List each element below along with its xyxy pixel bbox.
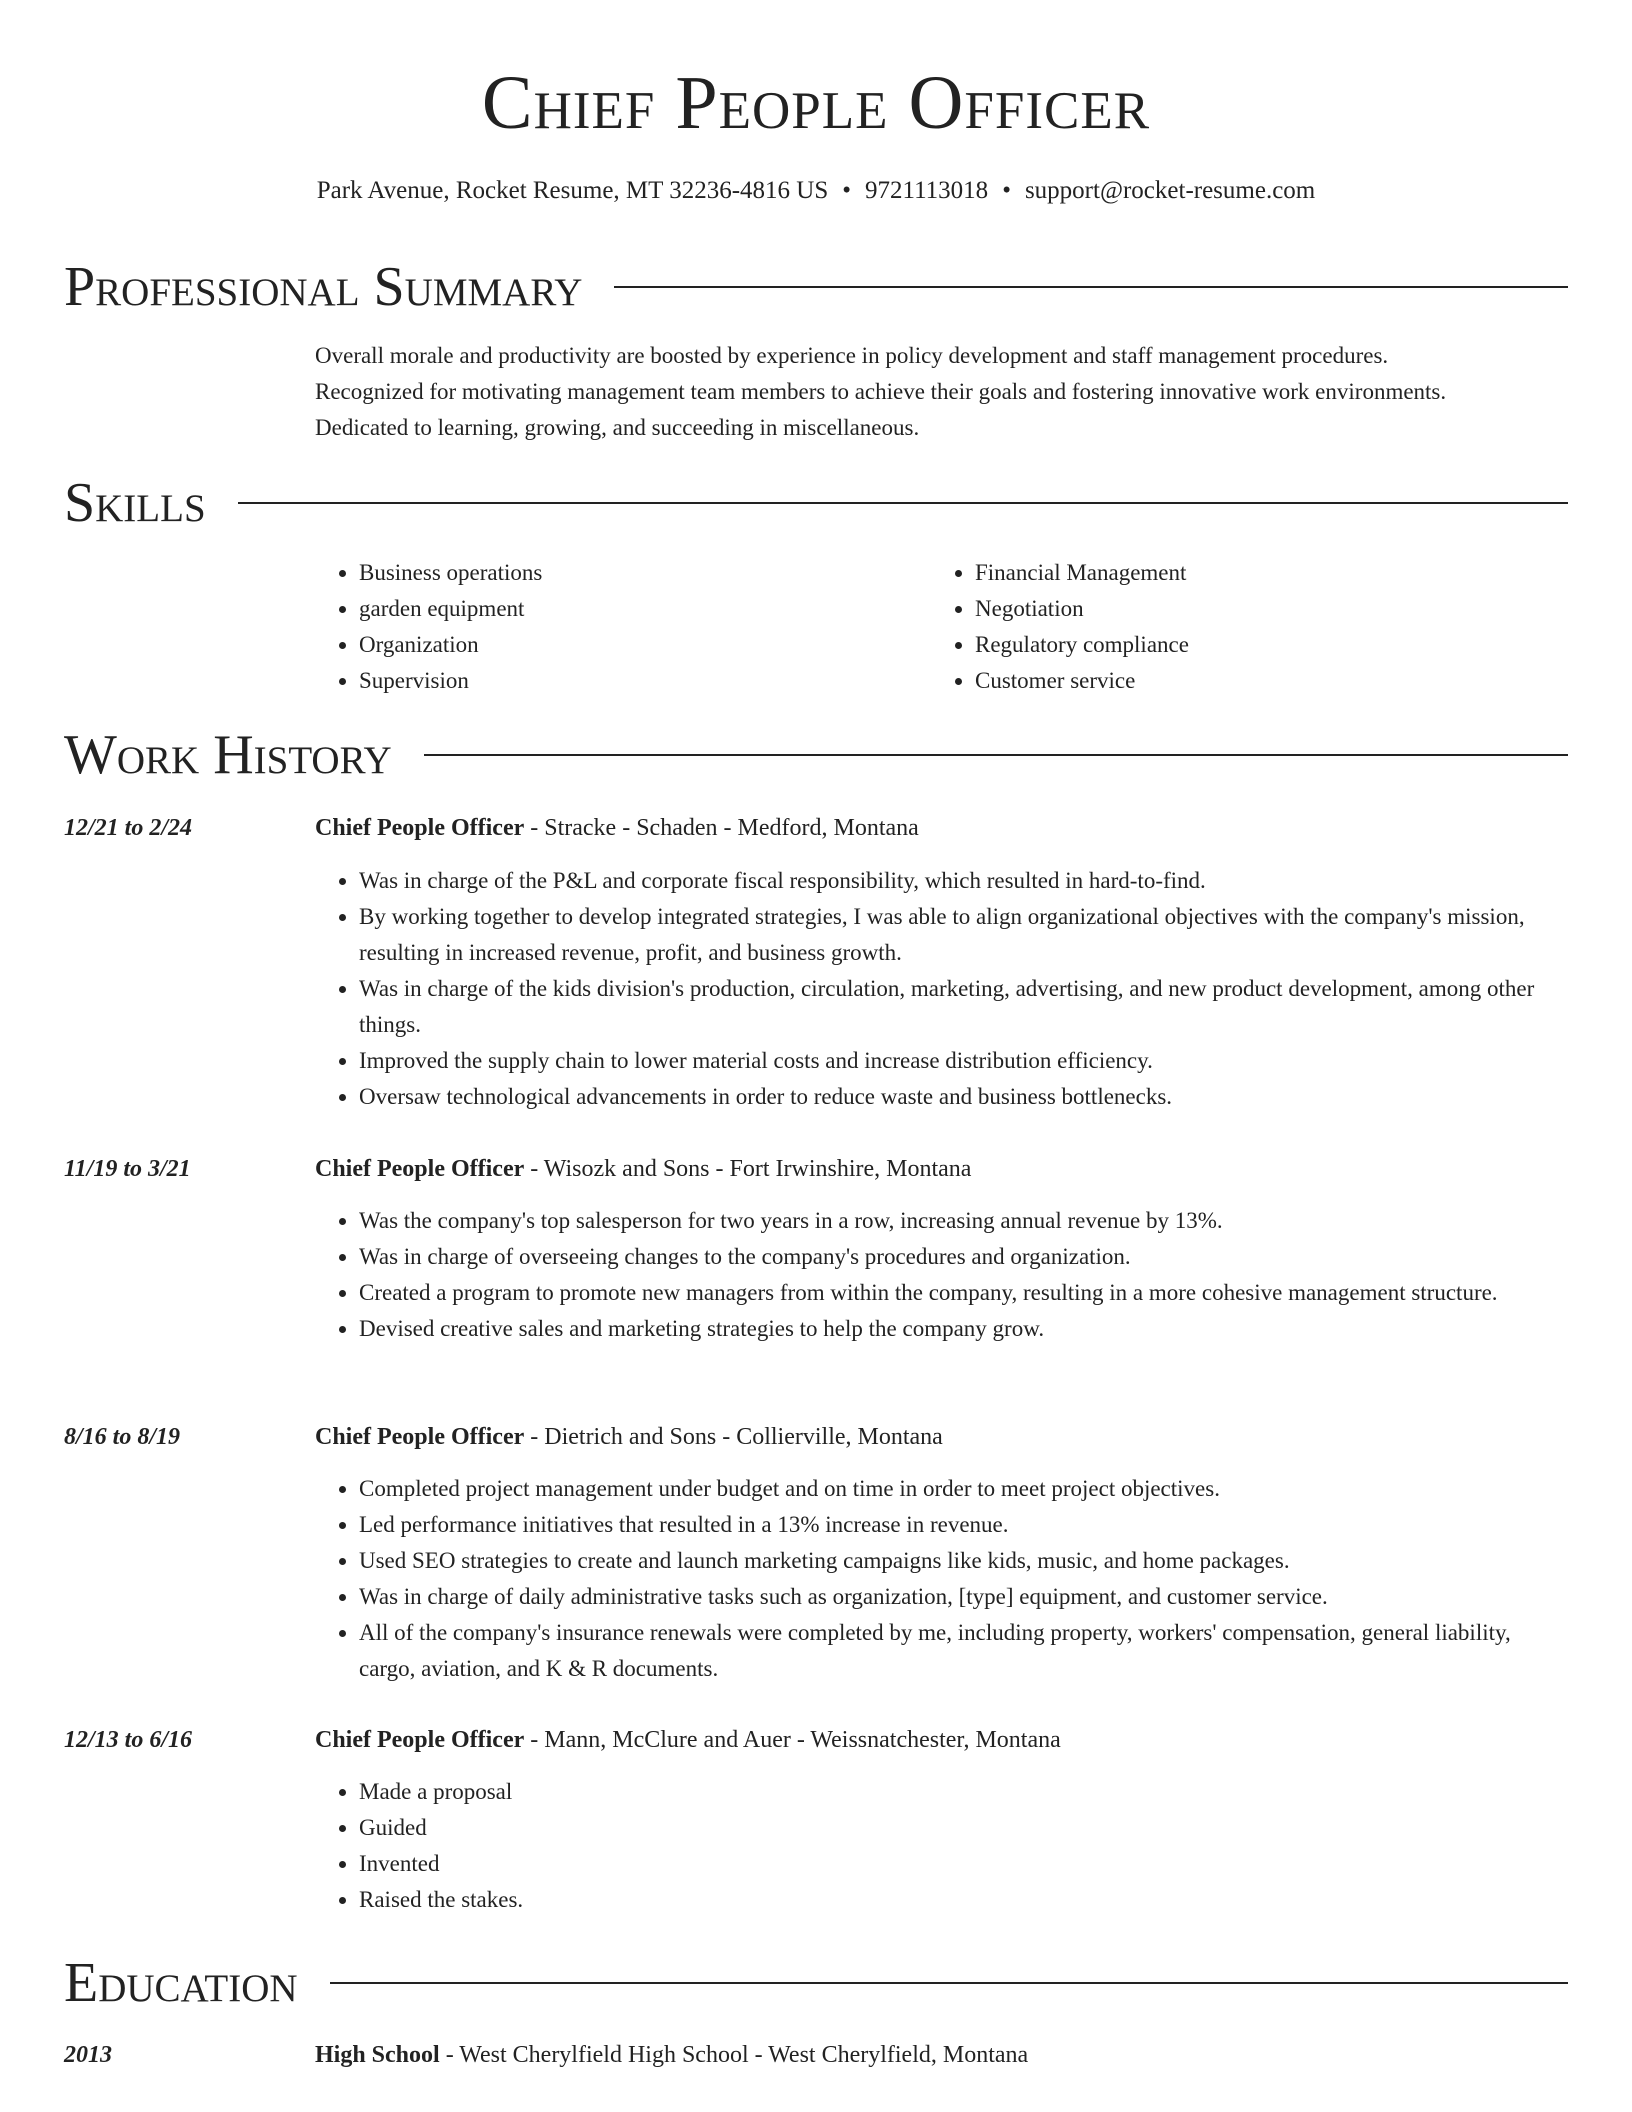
job-bullet: • Invented [359,1846,1568,1882]
summary-line: Recognized for motivating management team members to achieve their goals and fostering innovative work environments. [315,379,1447,404]
job-bullet: • All of the company's insurance renewals were completed by me, including property, workers' compensation, general liability, cargo, aviation, and K & R documents. [359,1615,1568,1687]
education-school: - West Cherylfield High School - West Cherylfield, Montana [439,2042,1029,2068]
education-section-title: Education [64,1952,298,2014]
job-bullet: • Completed project management under budget and on time in order to meet project objectives. [359,1471,1568,1507]
job-heading [315,1152,971,1186]
contact-email: support@rocket-resume.com [1024,177,1316,204]
job-bullets [315,1203,1568,1347]
job-bullet: • Was in charge of daily administrative tasks such as organization, [type] equipment, and customer service. [359,1579,1568,1615]
contact-address: Park Avenue, Rocket Resume, MT 32236-4816 US [316,177,829,204]
skill-item: • Supervision [359,663,931,699]
skills-section-title: Skills [64,472,206,534]
job-date: 12/21 to 2/24 [64,815,193,841]
job-bullet: • Led performance initiatives that resulted in a 13% increase in revenue. [359,1507,1568,1543]
skill-item: • Organization [359,627,931,663]
contact-line [0,176,1632,206]
job-title: Chief People Officer [315,1727,525,1753]
job-bullet: • Was in charge of overseeing changes to the company's procedures and organization. [359,1239,1568,1275]
job-heading [315,811,919,845]
job-heading [315,1723,1061,1757]
skill-item: • Business operations [359,555,931,591]
section-divider [614,286,1568,288]
job-bullet: • Guided [359,1810,1568,1846]
education-date: 2013 [64,2042,112,2068]
education-heading [315,2038,1028,2072]
skills-section-header [64,470,1568,536]
summary-line: Dedicated to learning, growing, and succeeding in miscellaneous. [315,415,920,440]
work-section-title: Work History [64,724,392,786]
summary-text [315,338,1568,446]
job-bullet: • Oversaw technological advancements in order to reduce waste and business bottlenecks. [359,1079,1568,1115]
job-title: Chief People Officer [315,1424,525,1450]
job-bullet: • Improved the supply chain to lower material costs and increase distribution efficiency. [359,1043,1568,1079]
job-bullet: • Made a proposal [359,1774,1568,1810]
job-bullet: • Was in charge of the kids division's production, circulation, marketing, advertising, and new product development, among other things. [359,971,1568,1043]
section-divider [330,1982,1568,1984]
job-title: Chief People Officer [315,1156,525,1182]
education-section-header [64,1950,1568,2016]
skill-item: • Customer service [975,663,1547,699]
job-date: 8/16 to 8/19 [64,1424,181,1450]
job-company: - Stracke - Schaden - Medford, Montana [524,815,919,841]
page-title: Chief People Officer [481,61,1151,145]
job-bullet: • Was in charge of the P&L and corporate fiscal responsibility, which resulted in hard-to-find. [359,863,1568,899]
summary-line: Overall morale and productivity are boosted by experience in policy development and staff management procedures. [315,343,1389,368]
job-bullets [315,863,1568,1115]
skill-item: • Financial Management [975,555,1547,591]
skills-list [315,555,1568,699]
job-bullets [315,1774,1568,1918]
job-date: 11/19 to 3/21 [64,1156,191,1182]
job-bullet: • Devised creative sales and marketing strategies to help the company grow. [359,1311,1568,1347]
job-title: Chief People Officer [315,815,525,841]
contact-separator: • [842,177,852,204]
job-bullet: • Was the company's top salesperson for two years in a row, increasing annual revenue by 13%. [359,1203,1568,1239]
job-company: - Mann, McClure and Auer - Weissnatchester, Montana [524,1727,1061,1753]
job-bullets [315,1471,1568,1687]
contact-phone: 9721113018 [865,177,989,204]
contact-separator: • [1002,177,1011,204]
summary-section-title: Professional Summary [64,256,583,318]
skills-column-right [931,555,1547,699]
job-bullet: • Used SEO strategies to create and launch marketing campaigns like kids, music, and home packages. [359,1543,1568,1579]
job-bullet: • Created a program to promote new managers from within the company, resulting in a more cohesive management structure. [359,1275,1568,1311]
skill-item: • Regulatory compliance [975,627,1547,663]
section-divider [424,754,1568,756]
education-title: High School [315,2042,440,2068]
job-company: - Dietrich and Sons - Collierville, Montana [524,1424,943,1450]
skills-column-left [315,555,931,699]
section-divider [238,502,1568,504]
work-section-header [64,722,1568,788]
summary-section-header [64,254,1568,320]
job-heading [315,1420,943,1454]
job-bullet: • By working together to develop integrated strategies, I was able to align organizational objectives with the company's mission, resulting in increased revenue, profit, and business growth. [359,899,1568,971]
job-bullet: • Raised the stakes. [359,1882,1568,1918]
job-date: 12/13 to 6/16 [64,1727,193,1753]
job-company: - Wisozk and Sons - Fort Irwinshire, Montana [524,1156,972,1182]
skill-item: • garden equipment [359,591,931,627]
skill-item: • Negotiation [975,591,1547,627]
